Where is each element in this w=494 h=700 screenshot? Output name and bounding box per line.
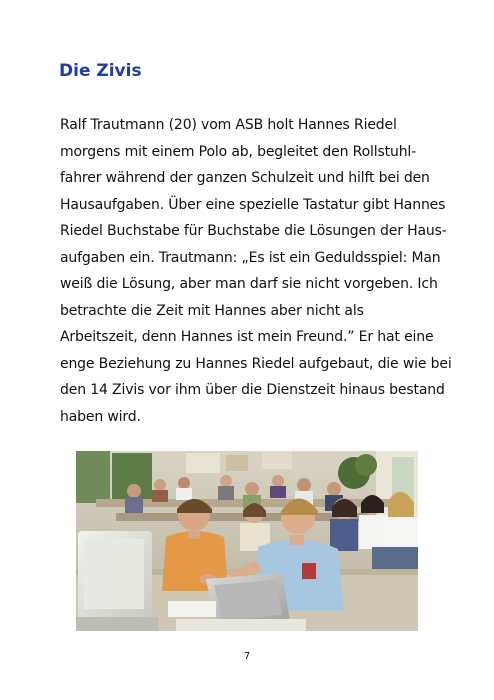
paragraph-line: morgens mit einem Polo ab, begleitet den Rollstuhl-	[60, 143, 417, 160]
page-title: Die Zivis	[59, 61, 142, 81]
paragraph-line: haben wird.	[60, 408, 141, 425]
page-number: 7	[243, 651, 251, 662]
paragraph-line: Hausaufgaben. Über eine spezielle Tastatur gibt Hannes	[60, 196, 446, 213]
paragraph-line: aufgaben ein. Trautmann: „Es ist ein Geduldsspiel: Man	[60, 249, 441, 266]
paragraph-line: den 14 Zivis vor ihm über die Dienstzeit hinaus bestand	[60, 382, 445, 398]
paragraph-line: Ralf Trautmann (20) vom ASB holt Hannes Riedel	[60, 117, 397, 133]
classroom-photo	[76, 451, 418, 631]
paragraph-line: fahrer während der ganzen Schulzeit und hilft bei den	[60, 170, 430, 186]
paragraph-line: weiß die Lösung, aber man darf sie nicht vorgeben. Ich	[60, 276, 438, 292]
paragraph-line: enge Beziehung zu Hannes Riedel aufgebaut, die wie bei	[60, 355, 452, 372]
body-paragraph	[60, 112, 452, 430]
paragraph-line: Riedel Buchstabe für Buchstabe die Lösungen der Haus-	[60, 223, 447, 239]
paragraph-line: betrachte die Zeit mit Hannes aber nicht als	[60, 302, 364, 319]
paragraph-line: Arbeitszeit, denn Hannes ist mein Freund.” Er hat eine	[60, 329, 434, 345]
